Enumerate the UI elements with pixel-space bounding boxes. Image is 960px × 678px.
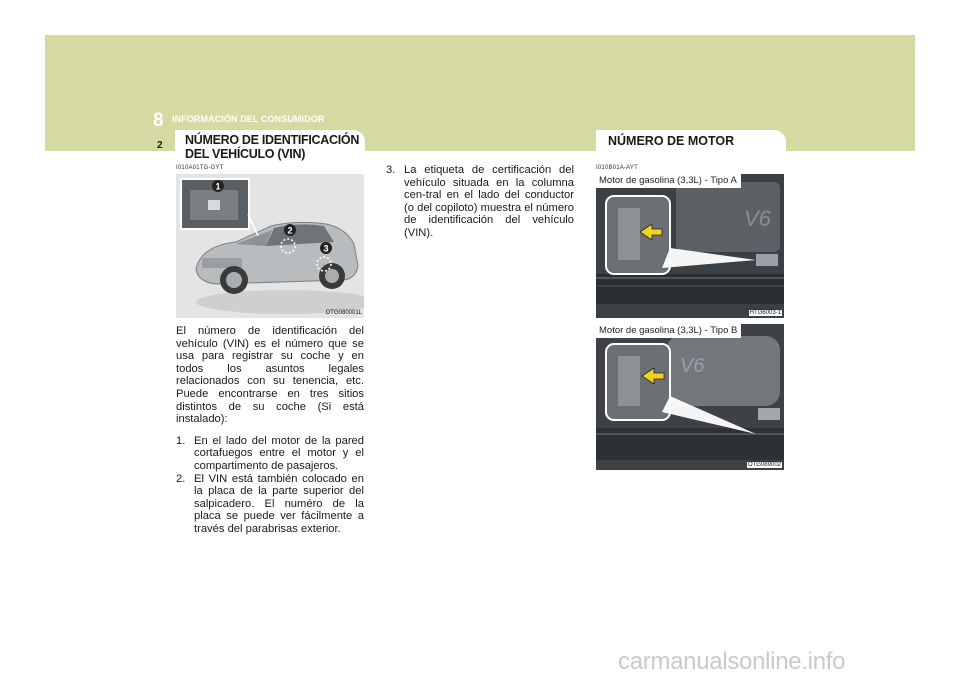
svg-text:V6: V6 — [744, 206, 771, 231]
engine-b-illustration — [596, 324, 784, 470]
page-number: 2 — [157, 140, 163, 151]
vin-section-tab — [175, 130, 365, 163]
svg-text:1: 1 — [215, 181, 221, 192]
engine-a-illustration — [596, 174, 784, 318]
vin-location-figure — [176, 174, 364, 318]
callout-3 — [320, 242, 332, 254]
vin-description-continued — [386, 164, 574, 240]
engine-b-caption: OTG089002 — [747, 462, 781, 468]
engine-a-caption: HTG6003-1 — [749, 310, 781, 316]
list-item: 3. La etiqueta de certificación del vehículo situada en la columna cen-tral en el lado del conductor (o del copiloto) muestra el número de identificación del vehículo (VIN). — [386, 164, 574, 239]
svg-text:V6: V6 — [680, 355, 705, 377]
svg-text:2: 2 — [287, 225, 293, 236]
engine-figure-type-b — [596, 324, 784, 470]
chapter-number: 8 — [153, 110, 164, 131]
list-item: 2. El VIN está también colocado en la placa de la parte superior del salpicadero. El numéro de la placa se puede ver fácilmente a través del parabrisas exterior. — [176, 472, 364, 535]
engine-a-label: Motor de gasolina (3,3L) - Tipo A — [596, 174, 741, 188]
engine-section-tab — [596, 130, 786, 152]
vin-description — [176, 325, 364, 536]
watermark: carmanualsonline.info — [618, 648, 846, 675]
svg-text:3: 3 — [323, 243, 329, 254]
vin-section-code: I010A01TG-GYT — [176, 165, 224, 171]
vin-section-title: NÚMERO DE IDENTIFICACIÓN DEL VEHÍCULO (VIN) — [185, 133, 360, 161]
engine-section-code: I010B01A-AYT — [596, 165, 638, 171]
vin-intro: El número de identificación del vehículo (VIN) es el número que se usa para registrar su coche y en todos los asuntos legales relacionados con su tenencia, etc. Puede encontrarse en tres sitios distintos de su coche (Si está instalado): — [176, 325, 364, 426]
engine-b-label: Motor de gasolina (3,3L) - Tipo B — [596, 324, 741, 338]
callout-2 — [284, 224, 296, 236]
vin-figure-caption: OTG080001L — [325, 310, 362, 316]
chapter-title: INFORMACIÓN DEL CONSUMIDOR — [172, 114, 325, 124]
list-item: 1. En el lado del motor de la pared cortafuegos entre el motor y el compartimento de pasajeros. — [176, 434, 364, 472]
engine-section-title: NÚMERO DE MOTOR — [608, 134, 735, 148]
callout-1 — [212, 180, 224, 192]
car-illustration — [176, 174, 364, 318]
vin-locations-list — [176, 435, 364, 536]
engine-figure-type-a — [596, 174, 784, 318]
